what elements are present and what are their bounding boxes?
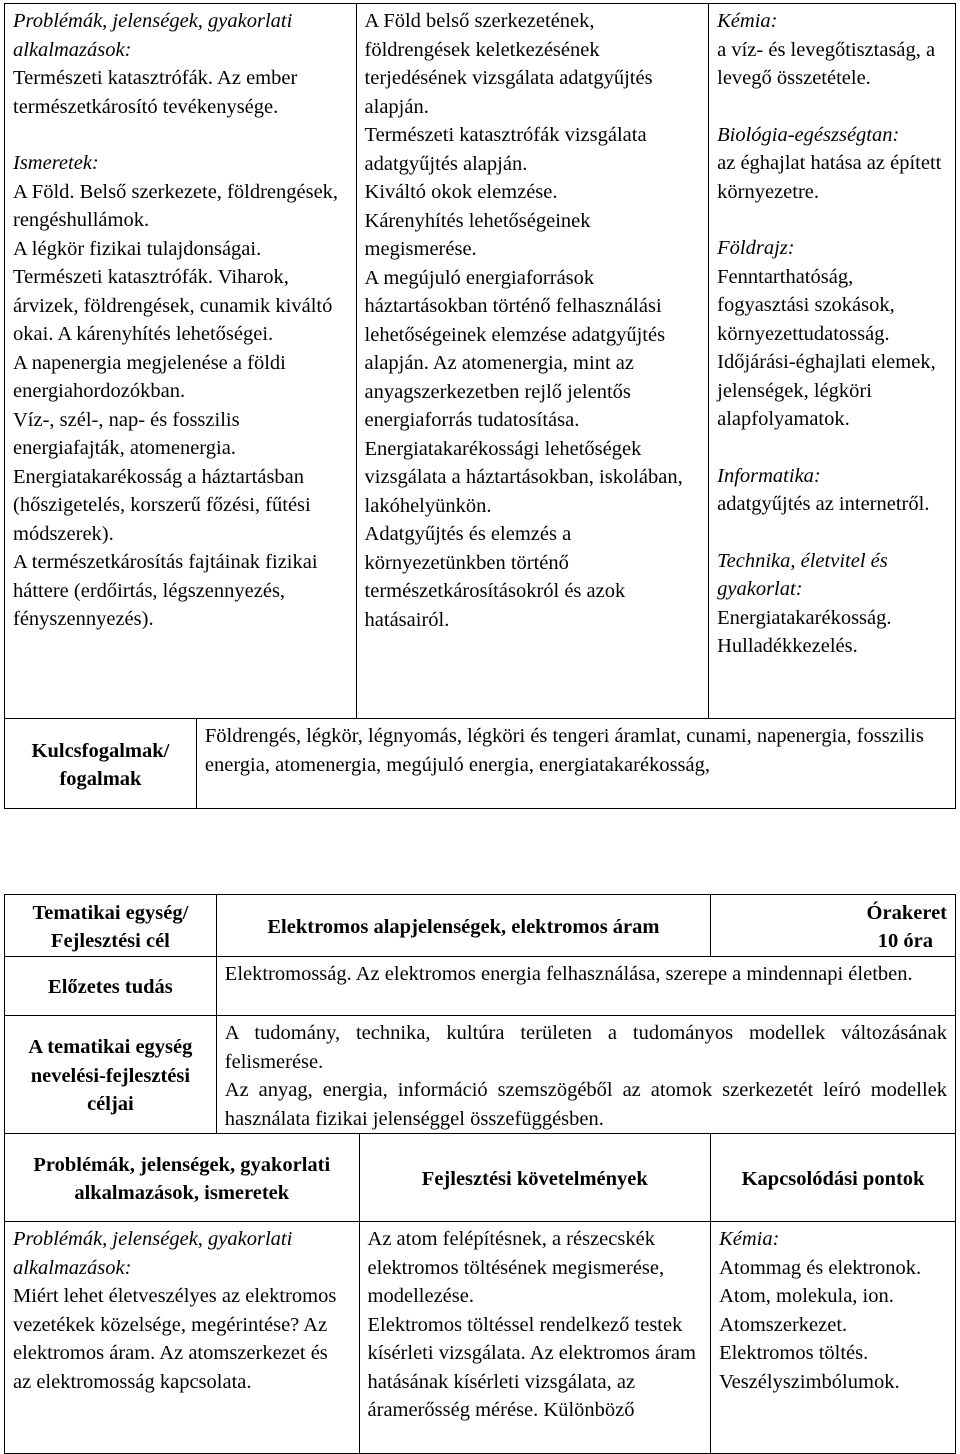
hours-value: 10 óra — [877, 930, 933, 952]
paragraph: Energiatakarékosság. — [717, 606, 892, 629]
header-problems: Problémák, jelenségek, gyakorlati alkalmazások, ismeretek — [5, 1134, 360, 1222]
thematic-title: Elektromos alapjelenségek, elektromos áram — [216, 895, 710, 957]
paragraph: Atommag és elektronok. Atom, molekula, ion. — [719, 1256, 922, 1307]
keywords-label: Kulcsfogalmak/ fogalmak — [5, 719, 197, 809]
header-requirements: Fejlesztési követelmények — [359, 1134, 711, 1222]
paragraph: Természeti katasztrófák. Az ember természetkárosító tevékenysége. — [13, 67, 298, 118]
paragraph: Víz-, szél-, nap- és fosszilis energiafajták, atomenergia. — [13, 408, 240, 459]
goals-label: A tematikai egység nevelési-fejlesztési céljai — [5, 1016, 217, 1134]
upper-content-row — [5, 4, 956, 719]
lower-problems-cell — [5, 1222, 360, 1454]
upper-problems-cell — [5, 4, 357, 719]
paragraph-gap — [717, 434, 947, 462]
paragraph: Energiatakarékossági lehetőségek vizsgálata a háztartásokban, iskolában, lakóhelyünkön. — [364, 437, 683, 517]
paragraph: Természeti katasztrófák. Viharok, árvizek, földrengések, cunamik kiváltó okai. A kárenyhítés lehetőségei. — [13, 266, 333, 345]
paragraph: Energiatakarékosság a háztartásban (hőszigetelés, korszerű főzési, fűtési módszerek). — [13, 465, 311, 545]
header-row — [5, 1134, 956, 1222]
lower-requirements-cell — [359, 1222, 711, 1454]
goals-text-1: A tudomány, technika, kultúra területen a tudományos modellek változásának felismerése. — [224, 1022, 947, 1073]
section-heading: Ismeretek: — [13, 152, 99, 174]
paragraph: Hulladékkezelés. — [717, 635, 858, 657]
paragraph: Veszélyszimbólumok. — [719, 1370, 900, 1393]
paragraph: A Föld belső szerkezetének, földrengések keletkezésének terjedésének vizsgálata adatgyűjtés alapján. — [364, 10, 653, 118]
section-heading: Technika, életvitel és gyakorlat: — [717, 549, 888, 600]
hours-cell — [711, 895, 956, 957]
paragraph: Fenntarthatóság, fogyasztási szokások, környezettudatosság. — [717, 265, 895, 345]
paragraph: adatgyűjtés az internetről. — [717, 493, 930, 515]
section-heading: Kémia: — [717, 10, 778, 32]
paragraph: Adatgyűjtés és elemzés a környezetünkben történő természetkárosításokról és azok hatásairól. — [364, 523, 626, 631]
paragraph: A légkör fizikai tulajdonságai. — [13, 237, 262, 260]
thematic-label: Tematikai egység/ Fejlesztési cél — [5, 895, 217, 957]
upper-table — [4, 3, 956, 809]
lower-content-row — [5, 1222, 956, 1454]
paragraph: A megújuló energiaforrások háztartásokban történő felhasználási lehetőségeinek elemzése adatgyűjtés alapján. Az atomenergia, mint az anyagszerkezetben rejlő jelentős energiaforrás tudatosítása. — [364, 266, 666, 431]
thematic-row — [5, 895, 956, 957]
paragraph: Az atom felépítésnek, a részecskék elektromos töltésének megismerése, modellezése. — [367, 1228, 665, 1307]
paragraph-gap — [717, 519, 947, 547]
prior-text: Elektromosság. Az elektromos energia felhasználása, szerepe a mindennapi életben. — [216, 957, 955, 1016]
paragraph: A Föld. Belső szerkezete, földrengések, rengéshullámok. — [13, 180, 339, 231]
hours-label: Órakeret — [866, 901, 947, 924]
paragraph: Elektromos töltéssel rendelkező testek kísérleti vizsgálata. Az elektromos áram hatásának kísérleti vizsgálata, az áramerősség mérése. Különböző — [367, 1313, 696, 1421]
upper-requirements-cell — [356, 4, 709, 719]
prior-label: Előzetes tudás — [5, 957, 217, 1016]
paragraph: A természetkárosítás fajtáinak fizikai háttere (erdőirtás, légszennyezés, fényszennyezés). — [13, 551, 318, 630]
paragraph: Elektromos töltés. — [719, 1342, 869, 1364]
paragraph: Miért lehet életveszélyes az elektromos vezetékek közelsége, megérintése? Az elektromos áram. Az atomszerkezet és az elektromosság kapcsolata. — [13, 1285, 337, 1393]
keywords-row — [5, 719, 956, 809]
section-heading: Földrajz: — [717, 237, 795, 259]
paragraph-gap — [717, 93, 947, 121]
section-heading: Kémia: — [719, 1228, 780, 1250]
paragraph: Kárenyhítés lehetőségeinek megismerése. — [364, 209, 591, 260]
paragraph: Időjárási-éghajlati elemek, jelenségek, légköri alapfolyamatok. — [717, 351, 936, 430]
paragraph-gap — [13, 121, 348, 149]
prior-knowledge-row — [5, 957, 956, 1016]
paragraph: Kiváltó okok elemzése. — [364, 181, 558, 203]
goals-row — [5, 1016, 956, 1134]
lower-connections-cell — [711, 1222, 956, 1454]
keywords-text: Földrengés, légkör, légnyomás, légköri és tengeri áramlat, cunami, napenergia, fosszilis energia, atomenergia, megújuló energia, energiatakarékosság, — [196, 719, 955, 809]
section-heading: Informatika: — [717, 464, 821, 487]
paragraph: A napenergia megjelenése a földi energiahordozókban. — [13, 351, 286, 402]
lower-table — [4, 894, 956, 1454]
section-heading: Problémák, jelenségek, gyakorlati alkalmazások: — [13, 10, 293, 61]
goals-text-2: Az anyag, energia, információ szemszögéből az atomok szerkezetét leíró modellek használata fizikai jelenséggel összefüggésben. — [224, 1079, 947, 1130]
paragraph: Természeti katasztrófák vizsgálata adatgyűjtés alapján. — [364, 124, 647, 175]
section-heading: Problémák, jelenségek, gyakorlati alkalmazások: — [13, 1228, 293, 1279]
header-connections: Kapcsolódási pontok — [711, 1134, 956, 1222]
section-heading: Biológia-egészségtan: — [717, 123, 900, 146]
paragraph-gap — [717, 206, 947, 234]
paragraph: Atomszerkezet. — [719, 1313, 848, 1336]
goals-cell — [216, 1016, 955, 1134]
upper-connections-cell — [709, 4, 956, 719]
paragraph: az éghajlat hatása az épített környezetre. — [717, 152, 942, 203]
paragraph: a víz- és levegőtisztaság, a levegő összetétele. — [717, 38, 936, 89]
